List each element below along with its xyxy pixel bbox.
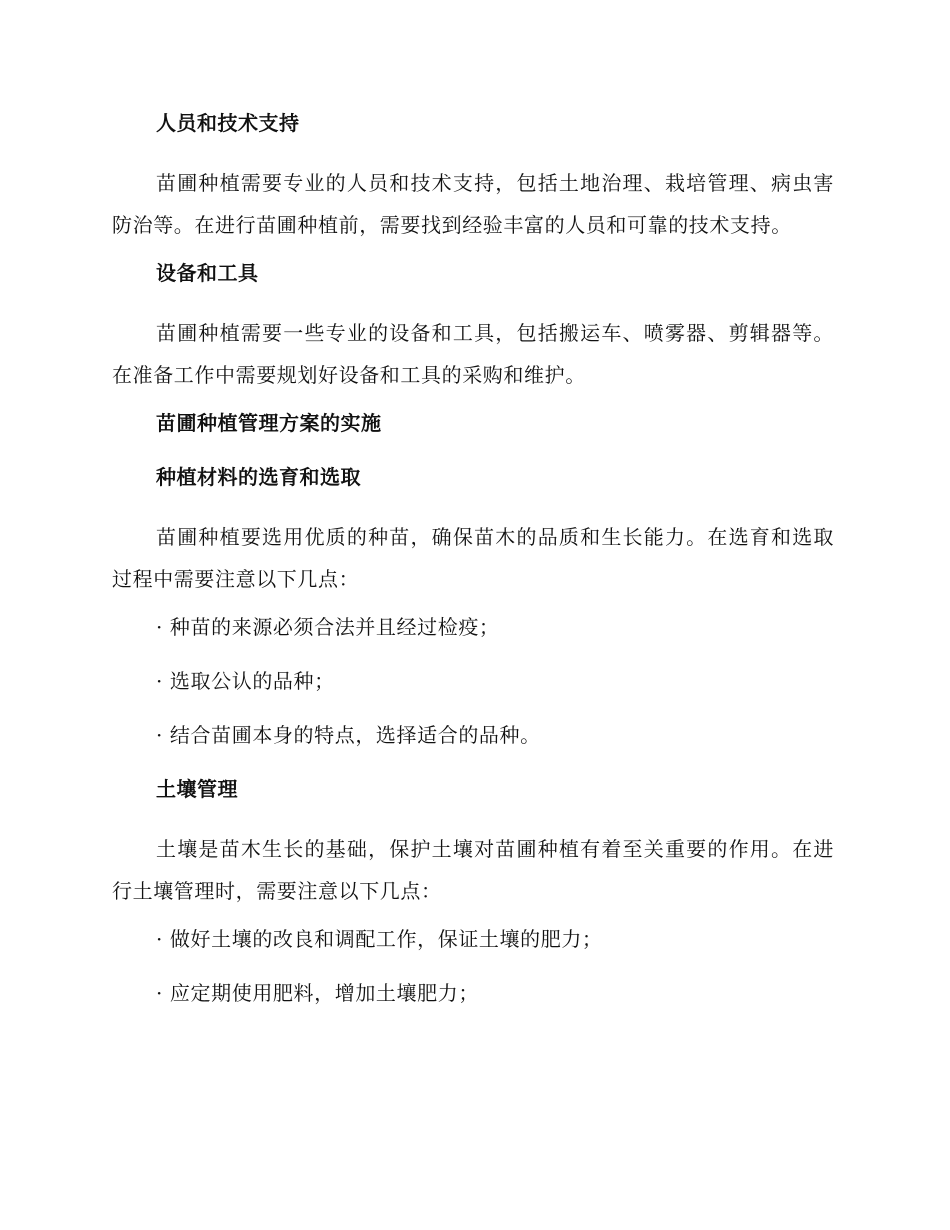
list-item: · 选取公认的品种； xyxy=(156,669,335,693)
section-heading-materials: 种植材料的选育和选取 xyxy=(156,465,361,489)
paragraph-personnel: 苗圃种植需要专业的人员和技术支持，包括土地治理、栽培管理、病虫害防治等。在进行苗圃种植前，需要找到经验丰富的人员和可靠的技术支持。 xyxy=(112,171,834,237)
document-page xyxy=(112,108,834,1032)
paragraph-equipment: 苗圃种植需要一些专业的设备和工具，包括搬运车、喷雾器、剪辑器等。在准备工作中需要规划好设备和工具的采购和维护。 xyxy=(112,321,834,387)
paragraph-soil: 土壤是苗木生长的基础，保护土壤对苗圃种植有着至关重要的作用。在进行土壤管理时，需要注意以下几点： xyxy=(112,837,834,903)
paragraph-materials: 苗圃种植要选用优质的种苗，确保苗木的品质和生长能力。在选育和选取过程中需要注意以下几点： xyxy=(112,525,834,591)
list-item: · 应定期使用肥料，增加土壤肥力； xyxy=(156,981,479,1005)
list-item: · 结合苗圃本身的特点，选择适合的品种。 xyxy=(156,723,541,747)
section-heading-implementation: 苗圃种植管理方案的实施 xyxy=(156,411,382,435)
list-item: · 种苗的来源必须合法并且经过检疫； xyxy=(156,615,500,639)
list-item: · 做好土壤的改良和调配工作，保证土壤的肥力； xyxy=(156,927,603,951)
section-heading-equipment: 设备和工具 xyxy=(156,261,259,285)
section-heading-personnel: 人员和技术支持 xyxy=(156,111,300,135)
section-heading-soil: 土壤管理 xyxy=(156,777,238,801)
